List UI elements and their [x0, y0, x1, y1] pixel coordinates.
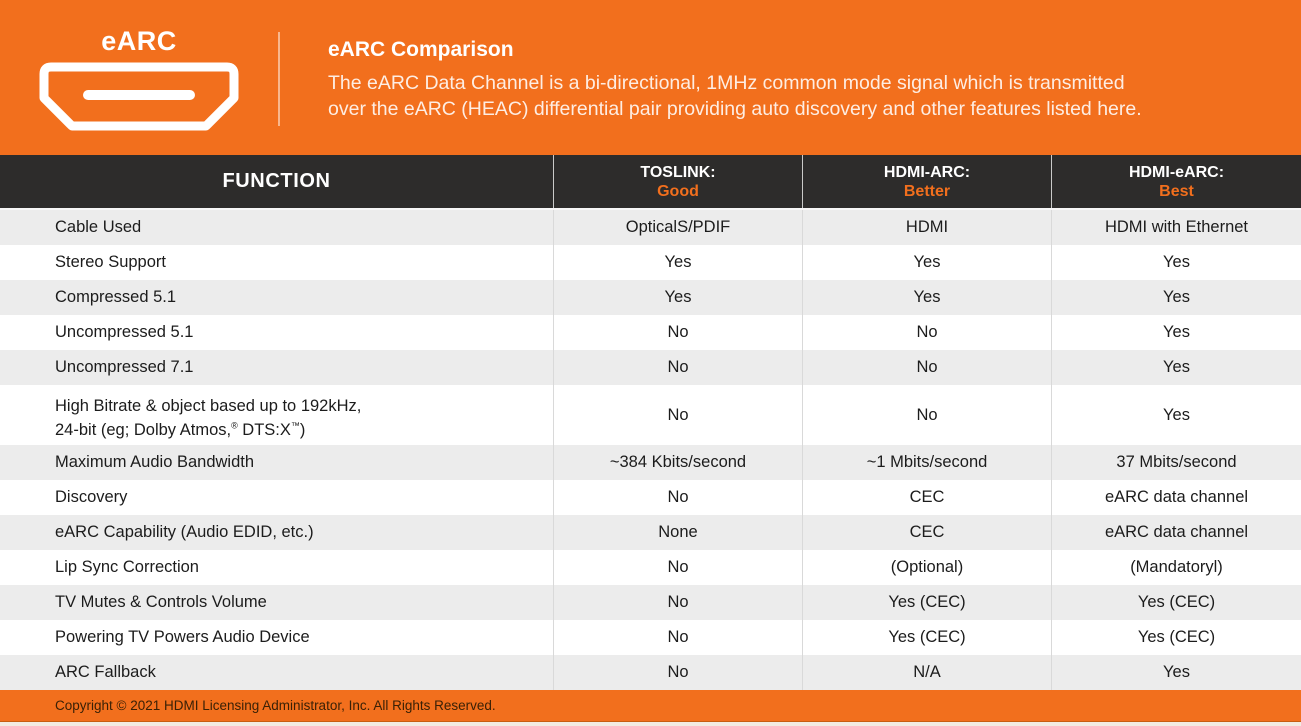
copyright-text: Copyright © 2021 HDMI Licensing Administrator, Inc. All Rights Reserved.	[55, 698, 496, 713]
function-cell: eARC Capability (Audio EDID, etc.)	[55, 523, 314, 541]
toslink-cell: No	[553, 585, 802, 620]
hdmi-earc-cell: Yes	[1051, 315, 1301, 350]
function-cell: ARC Fallback	[55, 663, 156, 681]
function-line2-suffix: )	[299, 421, 306, 439]
hdmi-earc-cell: Yes	[1051, 280, 1301, 315]
table-row	[0, 515, 1301, 550]
table-row	[0, 655, 1301, 690]
table-body	[0, 210, 1301, 690]
hdmi-earc-cell: Yes	[1051, 655, 1301, 690]
table-row	[0, 385, 1301, 445]
table-row	[0, 445, 1301, 480]
registered-symbol: ®	[231, 420, 238, 431]
hdmi-arc-cell: N/A	[802, 655, 1051, 690]
page-title: eARC Comparison	[328, 38, 514, 61]
table-row	[0, 210, 1301, 245]
page-subtitle-line1: The eARC Data Channel is a bi-directional, 1MHz common mode signal which is transmitted	[328, 72, 1125, 94]
hdmi-arc-cell: No	[802, 385, 1051, 445]
column-header-hdmi-arc-rating: Better	[903, 182, 951, 200]
hdmi-earc-cell: eARC data channel	[1051, 480, 1301, 515]
hdmi-earc-cell: 37 Mbits/second	[1051, 445, 1301, 480]
page-subtitle-line2: over the eARC (HEAC) differential pair providing auto discovery and other features listed here.	[328, 98, 1142, 120]
toslink-cell: Yes	[553, 245, 802, 280]
function-cell: Maximum Audio Bandwidth	[55, 453, 255, 471]
hdmi-earc-cell: Yes	[1051, 350, 1301, 385]
hdmi-arc-cell: No	[802, 315, 1051, 350]
hdmi-earc-cell: Yes (CEC)	[1051, 585, 1301, 620]
column-header-hdmi-arc	[802, 155, 1051, 208]
toslink-cell: No	[553, 620, 802, 655]
column-header-function: FUNCTION	[222, 170, 331, 192]
table-row	[0, 245, 1301, 280]
toslink-cell: Yes	[553, 280, 802, 315]
toslink-cell: OpticalS/PDIF	[553, 210, 802, 245]
toslink-cell: ~384 Kbits/second	[553, 445, 802, 480]
column-header-toslink	[553, 155, 802, 208]
hdmi-arc-cell: (Optional)	[802, 550, 1051, 585]
column-header-hdmi-arc-label: HDMI-ARC:	[883, 163, 971, 181]
toslink-cell: No	[553, 480, 802, 515]
toslink-cell: None	[553, 515, 802, 550]
column-header-hdmi-earc-rating: Best	[1159, 182, 1194, 200]
column-header-hdmi-earc-label: HDMI-eARC:	[1128, 163, 1225, 181]
table-row	[0, 350, 1301, 385]
bottom-strip	[0, 722, 1301, 726]
toslink-cell: No	[553, 385, 802, 445]
hdmi-arc-cell: Yes	[802, 245, 1051, 280]
function-cell: Lip Sync Correction	[55, 558, 199, 576]
function-line1: High Bitrate & object based up to 192kHz,	[55, 397, 362, 415]
banner-intro	[280, 0, 1162, 122]
top-banner	[0, 0, 1301, 155]
function-cell: TV Mutes & Controls Volume	[55, 593, 267, 611]
toslink-cell: No	[553, 550, 802, 585]
function-cell	[0, 385, 553, 445]
hdmi-earc-cell: Yes	[1051, 385, 1301, 445]
function-cell: Cable Used	[55, 218, 142, 236]
hdmi-connector-icon	[39, 61, 239, 133]
function-cell: Compressed 5.1	[55, 288, 177, 306]
function-line2-prefix: 24-bit (eg; Dolby Atmos,	[55, 421, 232, 439]
column-header-hdmi-earc	[1051, 155, 1301, 208]
hdmi-arc-cell: Yes	[802, 280, 1051, 315]
table-row	[0, 620, 1301, 655]
earc-logo	[0, 0, 278, 133]
hdmi-arc-cell: No	[802, 350, 1051, 385]
hdmi-earc-cell: HDMI with Ethernet	[1051, 210, 1301, 245]
function-cell: Discovery	[55, 488, 128, 506]
function-line2-mid: DTS:X	[237, 421, 291, 439]
hdmi-earc-cell: (Mandatoryl)	[1051, 550, 1301, 585]
table-row	[0, 550, 1301, 585]
hdmi-arc-cell: Yes (CEC)	[802, 585, 1051, 620]
toslink-cell: No	[553, 350, 802, 385]
column-header-toslink-rating: Good	[657, 182, 699, 200]
column-header-toslink-label: TOSLINK:	[640, 163, 716, 181]
table-row	[0, 585, 1301, 620]
hdmi-earc-cell: Yes (CEC)	[1051, 620, 1301, 655]
function-cell: Uncompressed 7.1	[55, 358, 194, 376]
hdmi-earc-cell: Yes	[1051, 245, 1301, 280]
table-row	[0, 315, 1301, 350]
hdmi-earc-cell: eARC data channel	[1051, 515, 1301, 550]
trademark-symbol: ™	[290, 420, 300, 431]
toslink-cell: No	[553, 315, 802, 350]
hdmi-arc-cell: CEC	[802, 480, 1051, 515]
function-cell: Uncompressed 5.1	[55, 323, 194, 341]
hdmi-arc-cell: Yes (CEC)	[802, 620, 1051, 655]
function-cell: Powering TV Powers Audio Device	[55, 628, 310, 646]
footer-bar	[0, 690, 1301, 722]
hdmi-arc-cell: CEC	[802, 515, 1051, 550]
function-cell-text	[55, 388, 361, 442]
hdmi-arc-cell: ~1 Mbits/second	[802, 445, 1051, 480]
table-header-row	[0, 155, 1301, 210]
function-cell: Stereo Support	[55, 253, 166, 271]
table-row	[0, 480, 1301, 515]
earc-logo-label: eARC	[101, 26, 177, 56]
table-row	[0, 280, 1301, 315]
toslink-cell: No	[553, 655, 802, 690]
hdmi-arc-cell: HDMI	[802, 210, 1051, 245]
